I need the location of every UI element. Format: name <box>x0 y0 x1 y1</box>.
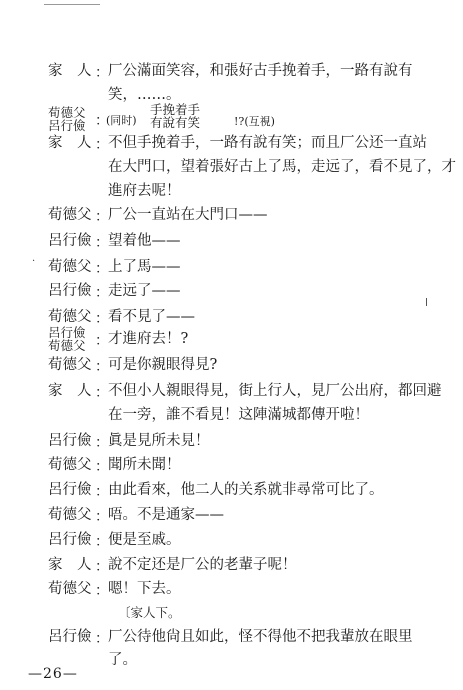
page-number: —26— <box>28 666 78 682</box>
dialogue-text: 厂公一直站在大門口—— <box>108 207 268 223</box>
speaker-colon: ： <box>95 534 109 550</box>
stage-direction: 〔家人下。 <box>118 605 181 620</box>
speaker-label: 荀德父 <box>48 457 92 473</box>
dialogue-text: 在大門口，望着張好古上了馬，走远了，看不見了，才 <box>108 159 456 175</box>
speaker-label: 荀德父 <box>48 581 92 597</box>
speaker-label: 荀德父 <box>48 338 86 353</box>
dialogue-text: 厂公待他尙且如此，怪不得他不把我輩放在眼里 <box>108 629 413 645</box>
speaker-colon: ： <box>95 65 109 81</box>
dialogue-text: 才進府去！? <box>108 331 189 347</box>
dialogue-text: 唔。不是通家—— <box>108 507 224 523</box>
top-rule <box>44 4 100 5</box>
dialogue-text: 由此看來，他二人的关系就非尋常可比了。 <box>108 482 384 498</box>
speaker-colon: ： <box>95 631 109 647</box>
speaker-colon: ： <box>95 235 109 251</box>
speaker-colon: ： <box>95 459 109 475</box>
dialogue-text: 可是你親眼得見? <box>108 357 218 373</box>
speaker-colon: ： <box>95 261 109 277</box>
speaker-label: 呂行儉 <box>48 433 92 449</box>
speaker-label: 荀德父 <box>48 105 86 120</box>
stage-direction: !?(互視) <box>234 115 275 128</box>
speaker-colon: ： <box>95 113 109 129</box>
stage-direction: (同时) <box>106 114 137 127</box>
dialogue-text: 看不見了—— <box>108 309 195 325</box>
speaker-label: 荀德父 <box>48 309 92 325</box>
print-speck <box>426 298 427 306</box>
speaker-colon: ： <box>95 311 109 327</box>
speaker-label: 荀德父 <box>48 507 92 523</box>
dialogue-text: 有說有笑 <box>150 115 201 130</box>
speaker-colon: ： <box>95 285 109 301</box>
dialogue-text: 在一旁，誰不看見！这陣滿城都傳开啦！ <box>108 407 369 423</box>
dialogue-text: 聞所未聞！ <box>108 457 181 473</box>
speaker-colon: ： <box>95 435 109 451</box>
speaker-colon: ： <box>95 385 109 401</box>
speaker-colon: ： <box>95 509 109 525</box>
dialogue-text: 不但手挽着手，一路有說有笑；而且厂公还一直站 <box>108 135 427 151</box>
dialogue-text: 走远了—— <box>108 283 181 299</box>
dialogue-text: 手挽着手 <box>150 102 201 117</box>
speaker-colon: ： <box>95 209 109 225</box>
speaker-label: 呂行儉 <box>48 118 86 133</box>
speaker-label: 家 人 <box>48 383 92 399</box>
dialogue-text: 了。 <box>108 652 137 668</box>
speaker-colon: ： <box>95 583 109 599</box>
speaker-label: 荀德父 <box>48 259 92 275</box>
speaker-label: 呂行儉 <box>48 283 92 299</box>
speaker-label: 呂行儉 <box>48 629 92 645</box>
dialogue-text: 便是至戚。 <box>108 532 181 548</box>
dialogue-text: 眞是見所未見！ <box>108 433 210 449</box>
speaker-colon: ： <box>95 484 109 500</box>
dialogue-text: 不但小人親眼得見，街上行人，見厂公出府，都回避 <box>108 383 442 399</box>
print-speck: · <box>32 256 36 267</box>
dialogue-text: 上了馬—— <box>108 259 181 275</box>
speaker-label: 呂行儉 <box>48 233 92 249</box>
dialogue-text: 厂公滿面笑容，和張好古手挽着手，一路有說有 <box>108 63 413 79</box>
speaker-colon: ： <box>95 333 109 349</box>
dialogue-text: 說不定还是厂公的老輩子呢！ <box>108 557 297 573</box>
speaker-label: 家 人 <box>48 63 92 79</box>
speaker-label: 呂行儉 <box>48 325 86 340</box>
dialogue-text: 笑，……。 <box>108 87 181 103</box>
dialogue-text: 進府去呢！ <box>108 183 181 199</box>
speaker-colon: ： <box>95 359 109 375</box>
speaker-label: 呂行儉 <box>48 532 92 548</box>
dialogue-text: 嗯！下去。 <box>108 581 181 597</box>
speaker-label: 家 人 <box>48 135 92 151</box>
speaker-colon: ： <box>95 137 109 153</box>
speaker-label: 荀德父 <box>48 207 92 223</box>
speaker-colon: ： <box>95 559 109 575</box>
speaker-label: 呂行儉 <box>48 482 92 498</box>
speaker-label: 家 人 <box>48 557 92 573</box>
speaker-label: 荀德父 <box>48 357 92 373</box>
dialogue-text: 望着他—— <box>108 233 181 249</box>
